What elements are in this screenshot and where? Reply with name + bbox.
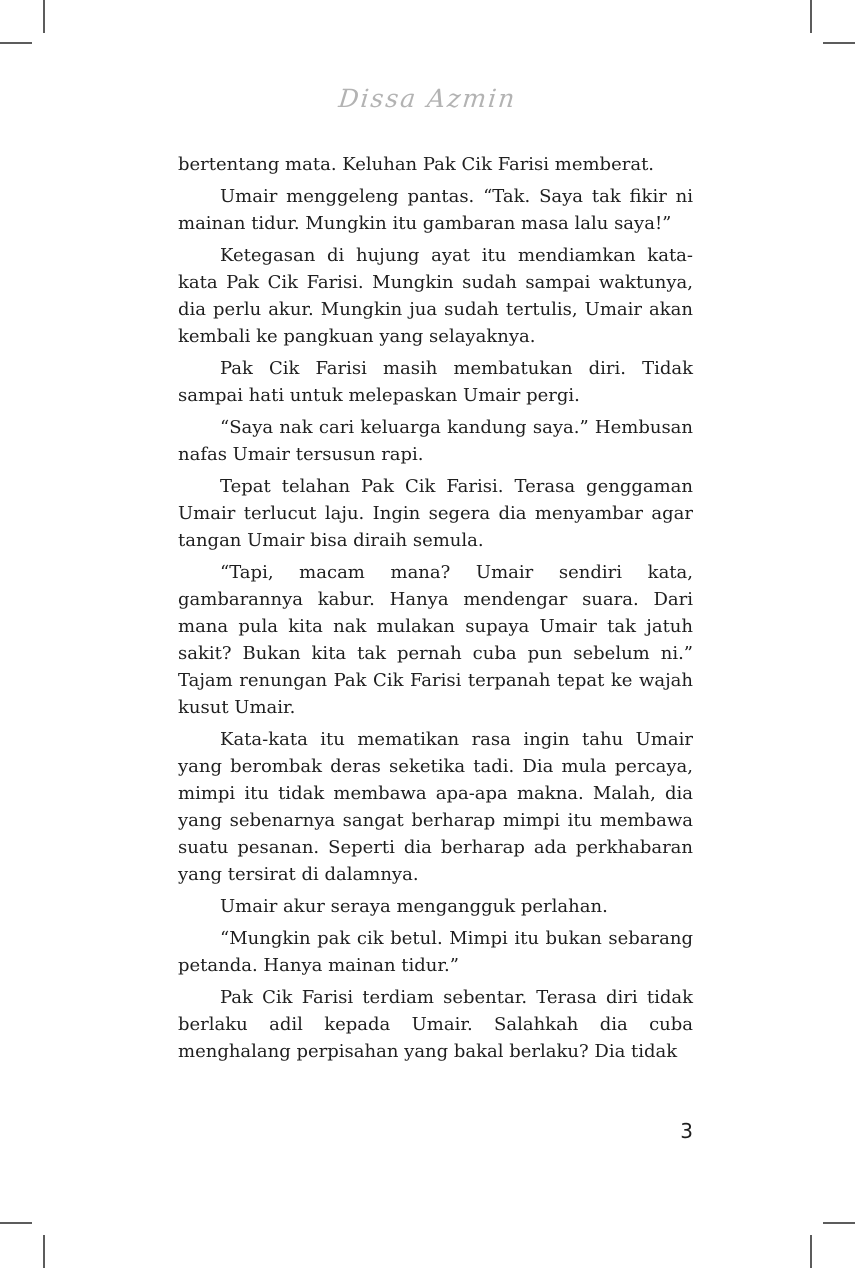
page-body	[178, 151, 693, 1065]
crop-mark-top-left-vertical	[43, 0, 45, 33]
paragraph: bertentang mata. Keluhan Pak Cik Farisi memberat.	[178, 154, 655, 175]
crop-mark-bottom-right-horizontal	[823, 1222, 855, 1224]
paragraph: Umair menggeleng pantas. “Tak. Saya tak fikir ni mainan tidur. Mungkin itu gambaran masa lalu saya!”	[178, 186, 693, 234]
paragraph: Kata-kata itu mematikan rasa ingin tahu Umair yang berombak deras seketika tadi. Dia mula percaya, mimpi itu tidak membawa apa-apa makna. Malah, dia yang sebenarnya sangat berharap mimpi itu membawa suatu pesanan. Seperti dia berharap ada perkhabaran yang tersirat di dalamnya.	[178, 729, 693, 885]
paragraph: Tepat telahan Pak Cik Farisi. Terasa genggaman Umair terlucut laju. Ingin segera dia menyambar agar tangan Umair bisa diraih semula.	[178, 476, 693, 551]
crop-mark-top-left-horizontal	[0, 42, 32, 44]
crop-mark-bottom-right-vertical	[810, 1235, 812, 1268]
crop-mark-top-right-horizontal	[823, 42, 855, 44]
page-number: 3	[680, 1119, 693, 1143]
running-header-author: Dissa Azmin	[337, 84, 518, 113]
paragraph: Umair akur seraya mengangguk perlahan.	[220, 896, 608, 917]
paragraph: Ketegasan di hujung ayat itu mendiamkan kata-kata Pak Cik Farisi. Mungkin sudah sampai waktunya, dia perlu akur. Mungkin jua sudah tertulis, Umair akan kembali ke pangkuan yang selayaknya.	[178, 245, 693, 347]
crop-mark-bottom-left-vertical	[43, 1235, 45, 1268]
paragraph: Pak Cik Farisi masih membatukan diri. Tidak sampai hati untuk melepaskan Umair pergi.	[178, 358, 693, 406]
crop-mark-top-right-vertical	[810, 0, 812, 33]
crop-mark-bottom-left-horizontal	[0, 1222, 32, 1224]
paragraph: “Mungkin pak cik betul. Mimpi itu bukan sebarang petanda. Hanya mainan tidur.”	[178, 928, 693, 976]
paragraph: Pak Cik Farisi terdiam sebentar. Terasa diri tidak berlaku adil kepada Umair. Salahkah dia cuba menghalang perpisahan yang bakal berlaku? Dia tidak	[178, 987, 693, 1062]
paragraph: “Tapi, macam mana? Umair sendiri kata, gambarannya kabur. Hanya mendengar suara. Dari mana pula kita nak mulakan supaya Umair tak jatuh sakit? Bukan kita tak pernah cuba pun sebelum ni.” Tajam renungan Pak Cik Farisi terpanah tepat ke wajah kusut Umair.	[178, 562, 693, 718]
paragraph: “Saya nak cari keluarga kandung saya.” Hembusan nafas Umair tersusun rapi.	[178, 417, 693, 465]
